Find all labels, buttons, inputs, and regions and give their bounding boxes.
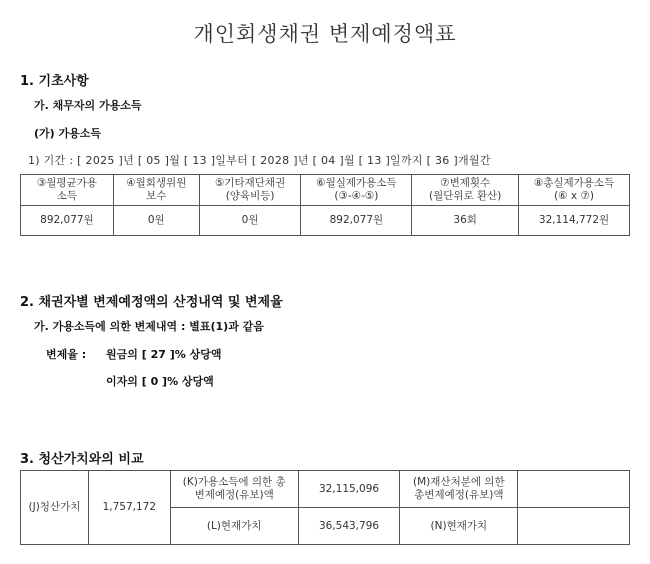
- income-table-header-row: [21, 175, 630, 206]
- section1-sub-b: (가) 가용소득: [34, 127, 102, 140]
- liquidation-label: (J)청산가치: [21, 471, 89, 545]
- header-cell: ⑤기타재단채권 (양육비등): [199, 175, 301, 206]
- k-label: (K)가용소득에 의한 총 변제예정(유보)액: [170, 471, 298, 508]
- header-cell: ⑥월실제가용소득 (③-④-⑤): [301, 175, 412, 206]
- header-cell: ③월평균가용 소득: [21, 175, 114, 206]
- value-cell: 892,077원: [301, 206, 412, 236]
- value-cell: 892,077원: [21, 206, 114, 236]
- liquidation-row-1: [21, 471, 630, 508]
- header-cell: ④월회생위원 보수: [113, 175, 199, 206]
- liquidation-value: 1,757,172: [88, 471, 170, 545]
- section3-heading: 3. 청산가치와의 비교: [20, 452, 144, 467]
- section1-heading: 1. 기초사항: [20, 74, 89, 89]
- section2-sub-a: 가. 가용소득에 의한 변제내역 : 별표(1)과 같음: [34, 320, 264, 333]
- l-value: 36,543,796: [298, 508, 400, 545]
- value-cell: 0원: [113, 206, 199, 236]
- k-value: 32,115,096: [298, 471, 400, 508]
- liquidation-table: [20, 470, 630, 545]
- m-label: (M)재산처분에 의한 총변제예정(유보)액: [400, 471, 518, 508]
- page-title: 개인회생채권 변제예정액표: [193, 22, 457, 46]
- header-cell: ⑦변제횟수 (월단위로 환산): [412, 175, 519, 206]
- value-cell: 36회: [412, 206, 519, 236]
- value-cell: 32,114,772원: [519, 206, 630, 236]
- n-value: [518, 508, 630, 545]
- section1-sub-a: 가. 채무자의 가용소득: [34, 99, 142, 112]
- value-cell: 0원: [199, 206, 301, 236]
- period-line: 1) 기간 : [ 2025 ]년 [ 05 ]월 [ 13 ]일부터 [ 2028 ]년 [ 04 ]월 [ 13 ]일까지 [ 36 ]개월간: [28, 154, 491, 167]
- l-label: (L)현재가치: [170, 508, 298, 545]
- n-label: (N)현재가치: [400, 508, 518, 545]
- header-cell: ⑧총실제가용소득 (⑥ x ⑦): [519, 175, 630, 206]
- principal-rate: 원금의 [ 27 ]% 상당액: [106, 348, 222, 361]
- income-table: [20, 174, 630, 236]
- rate-label: 변제율 :: [46, 348, 87, 361]
- section2-heading: 2. 채권자별 변제예정액의 산정내역 및 변제율: [20, 295, 283, 310]
- m-value: [518, 471, 630, 508]
- income-table-value-row: [21, 206, 630, 236]
- interest-rate: 이자의 [ 0 ]% 상당액: [106, 375, 214, 388]
